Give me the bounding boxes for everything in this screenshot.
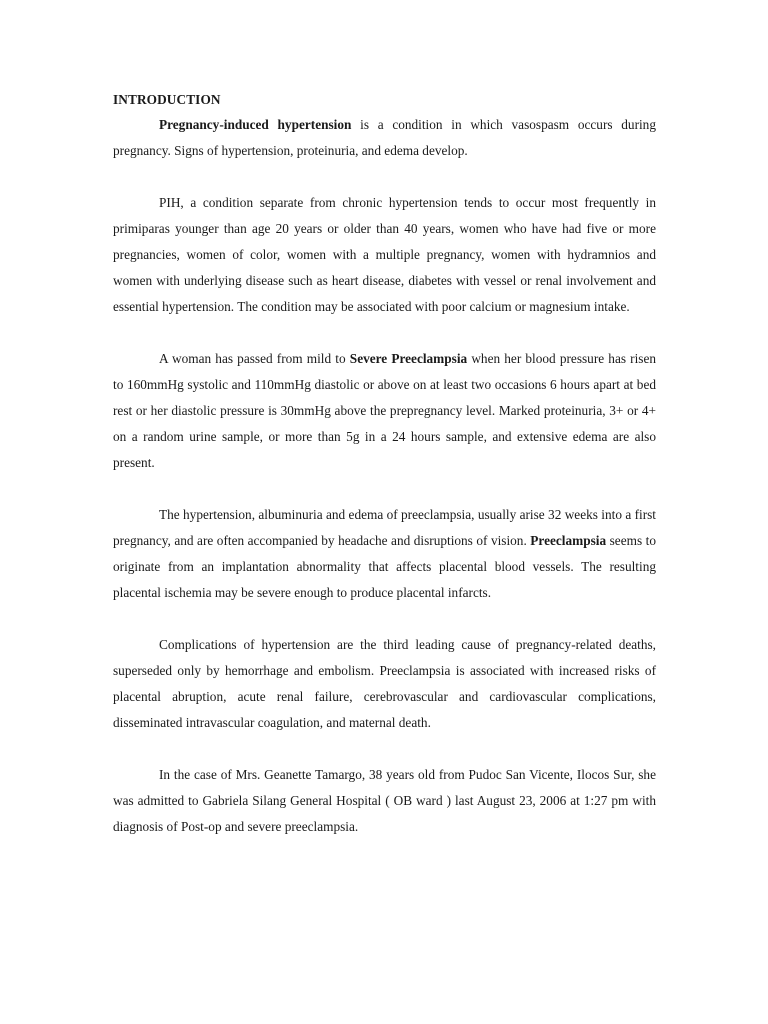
paragraph-case-summary — [113, 762, 656, 840]
paragraph-pih-definition — [113, 112, 656, 164]
paragraph-text: A woman has passed from mild to — [159, 351, 350, 366]
paragraph-text: seems to originate from an implantation abnormality that affects placental blood vessels. The resulting placental ischemia may be severe enough to produce placental infarcts. — [113, 533, 656, 600]
paragraph-complications — [113, 632, 656, 736]
bold-term-severe-preeclampsia: Severe Preeclampsia — [349, 351, 468, 366]
section-heading: INTRODUCTION — [113, 92, 221, 107]
paragraph-preeclampsia-origin — [113, 502, 656, 606]
paragraph-text: PIH, a condition separate from chronic hypertension tends to occur most frequently in primiparas younger than age 20 years or older than 40 years, women who have had five or more pregnancies, women of color, women with a multiple pregnancy, women with hydramnios and women with underlying disease such as heart disease, diabetes with vessel or renal involvement and essential hypertension. The condition may be associated with poor calcium or magnesium intake. — [113, 195, 656, 314]
paragraph-text: is a condition in which vasospasm occurs during pregnancy. Signs of hypertension, proteinuria, and edema develop. — [113, 117, 656, 158]
paragraph-text: when her blood pressure has risen to 160mmHg systolic and 110mmHg diastolic or above on at least two occasions 6 hours apart at bed rest or her diastolic pressure is 30mmHg above the prepregnancy level. Marked proteinuria, 3+ or 4+ on a random urine sample, or more than 5g in a 24 hours sample, and extensive edema are also present. — [113, 351, 657, 470]
bold-term-pih: Pregnancy-induced hypertension — [159, 117, 352, 132]
paragraph-risk-factors — [113, 190, 656, 320]
paragraph-text: In the case of Mrs. Geanette Tamargo, 38 years old from Pudoc San Vicente, Ilocos Sur, she was admitted to Gabriela Silang General Hospital ( OB ward ) last August 23, 2006 at 1:27 pm with diagnosis of Post-op and severe preeclampsia. — [113, 767, 656, 834]
paragraph-text: The hypertension, albuminuria and edema of preeclampsia, usually arise 32 weeks into a first pregnancy, and are often accompanied by headache and disruptions of vision. — [113, 507, 656, 548]
document-body — [113, 88, 656, 840]
paragraph-text: Complications of hypertension are the third leading cause of pregnancy-related deaths, superseded only by hemorrhage and embolism. Preeclampsia is associated with increased risks of placental abruption, acute renal failure, cerebrovascular and cardiovascular complications, disseminated intravascular coagulation, and maternal death. — [113, 637, 656, 730]
bold-term-preeclampsia: Preeclampsia — [530, 533, 607, 548]
paragraph-severe-preeclampsia — [113, 346, 656, 476]
